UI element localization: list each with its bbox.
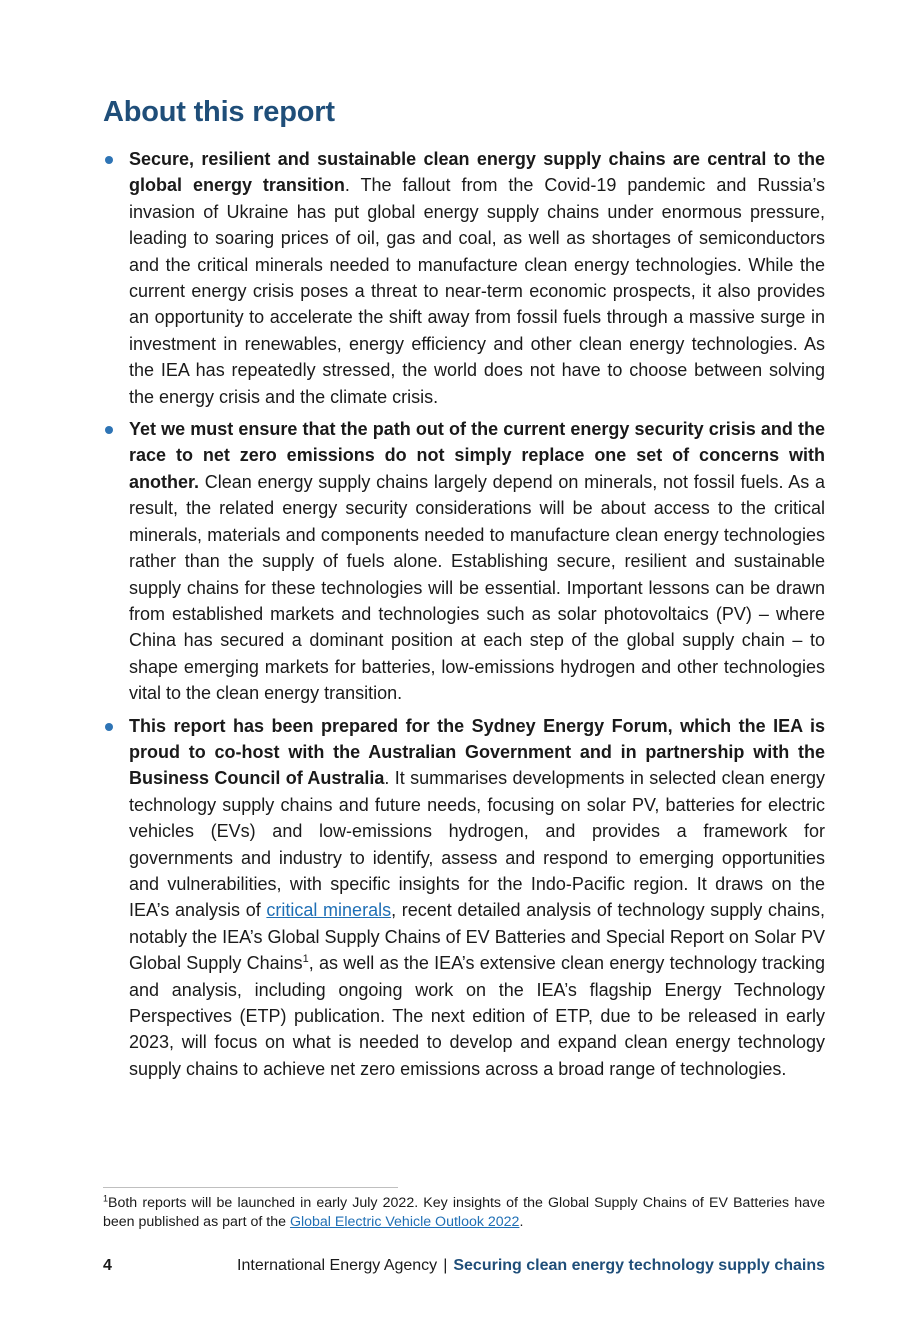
footnote-text: Both reports will be launched in early July 2022. Key insights of the Global Supply Chains of EV Batteries have been published as part of the bbox=[103, 1195, 825, 1230]
bullet-list bbox=[103, 146, 825, 1088]
bullet-item-sydney-forum bbox=[103, 713, 825, 1083]
bullet-lead: Secure, resilient and sustainable clean energy supply chains are central to the global energy transition bbox=[129, 149, 825, 196]
footer-report-title: Securing clean energy technology supply chains bbox=[453, 1257, 825, 1274]
ev-outlook-link[interactable]: Global Electric Vehicle Outlook 2022 bbox=[289, 1214, 520, 1230]
bullet-body-continued: , recent detailed analysis of technology supply chains, notably the IEA’s Global Supply Chains of EV Batteries and Special Report on Solar PV Global Supply Chains bbox=[129, 900, 825, 974]
bullet-body-end: , as well as the IEA’s extensive clean energy technology tracking and analysis, including ongoing work on the IEA’s flagship Energy Technology Perspectives (ETP) publication. The next edition of ETP, due to be released in early 2023, will focus on what is needed to develop and expand clean energy technology supply chains to achieve net zero emissions across a broad range of technologies. bbox=[129, 953, 825, 1079]
bullet-lead: This report has been prepared for the Sydney Energy Forum, which the IEA is proud to co-host with the Australian Government and in partnership with the Business Council of Australia bbox=[129, 715, 825, 789]
footnote-marker: 1 bbox=[103, 1193, 109, 1204]
page-title: About this report bbox=[103, 96, 335, 128]
footer-separator: | bbox=[443, 1257, 448, 1274]
critical-minerals-link[interactable]: critical minerals bbox=[266, 900, 392, 921]
bullet-item-energy-security bbox=[103, 416, 825, 706]
bullet-item-supply-chains bbox=[103, 146, 825, 410]
bullet-dot-icon bbox=[105, 156, 113, 164]
bullet-body: . The fallout from the Covid-19 pandemic and Russia’s invasion of Ukraine has put global energy supply chains under enormous pressure, leading to soaring prices of oil, gas and coal, as well as shortages of semiconductors and the critical minerals needed to manufacture clean energy technologies. While the current energy crisis poses a threat to near-term economic prospects, it also provides an opportunity to accelerate the shift away from fossil fuels through a massive surge in investment in renewables, energy efficiency and other clean energy technologies. As the IEA has repeatedly stressed, the world does not have to choose between solving the energy crisis and the climate crisis. bbox=[129, 175, 826, 407]
bullet-dot-icon bbox=[105, 723, 113, 731]
page-number: 4 bbox=[103, 1257, 112, 1274]
bullet-body: Clean energy supply chains largely depend on minerals, not fossil fuels. As a result, the related energy security considerations will be about access to the critical minerals, materials and components needed to manufacture clean energy technologies rather than the supply of fuels alone. Establishing secure, resilient and sustainable supply chains for these technologies will be essential. Important lessons can be drawn from established markets and technologies such as solar photovoltaics (PV) – where China has secured a dominant position at each step of the global supply chain – to shape emerging markets for batteries, low-emissions hydrogen and other technologies vital to the clean energy transition. bbox=[129, 471, 825, 704]
bullet-body: . It summarises developments in selected clean energy technology supply chains and future needs, focusing on solar PV, batteries for electric vehicles (EVs) and low-emissions hydrogen, and provides a framework for governments and industry to identify, assess and respond to emerging opportunities and vulnerabilities, with specific insights for the Indo-Pacific region. It draws on the IEA’s analysis of bbox=[129, 768, 825, 921]
footnote bbox=[103, 1194, 825, 1232]
footnote-text-end: . bbox=[519, 1214, 524, 1230]
bullet-dot-icon bbox=[105, 426, 113, 434]
footer-running-title bbox=[237, 1256, 825, 1276]
footer-agency: International Energy Agency bbox=[237, 1257, 438, 1274]
footnote-reference[interactable]: 1 bbox=[302, 953, 309, 966]
footnote-divider bbox=[103, 1187, 398, 1188]
bullet-lead: Yet we must ensure that the path out of the current energy security crisis and the race to net zero emissions do not simply replace one set of concerns with another. bbox=[129, 419, 825, 492]
